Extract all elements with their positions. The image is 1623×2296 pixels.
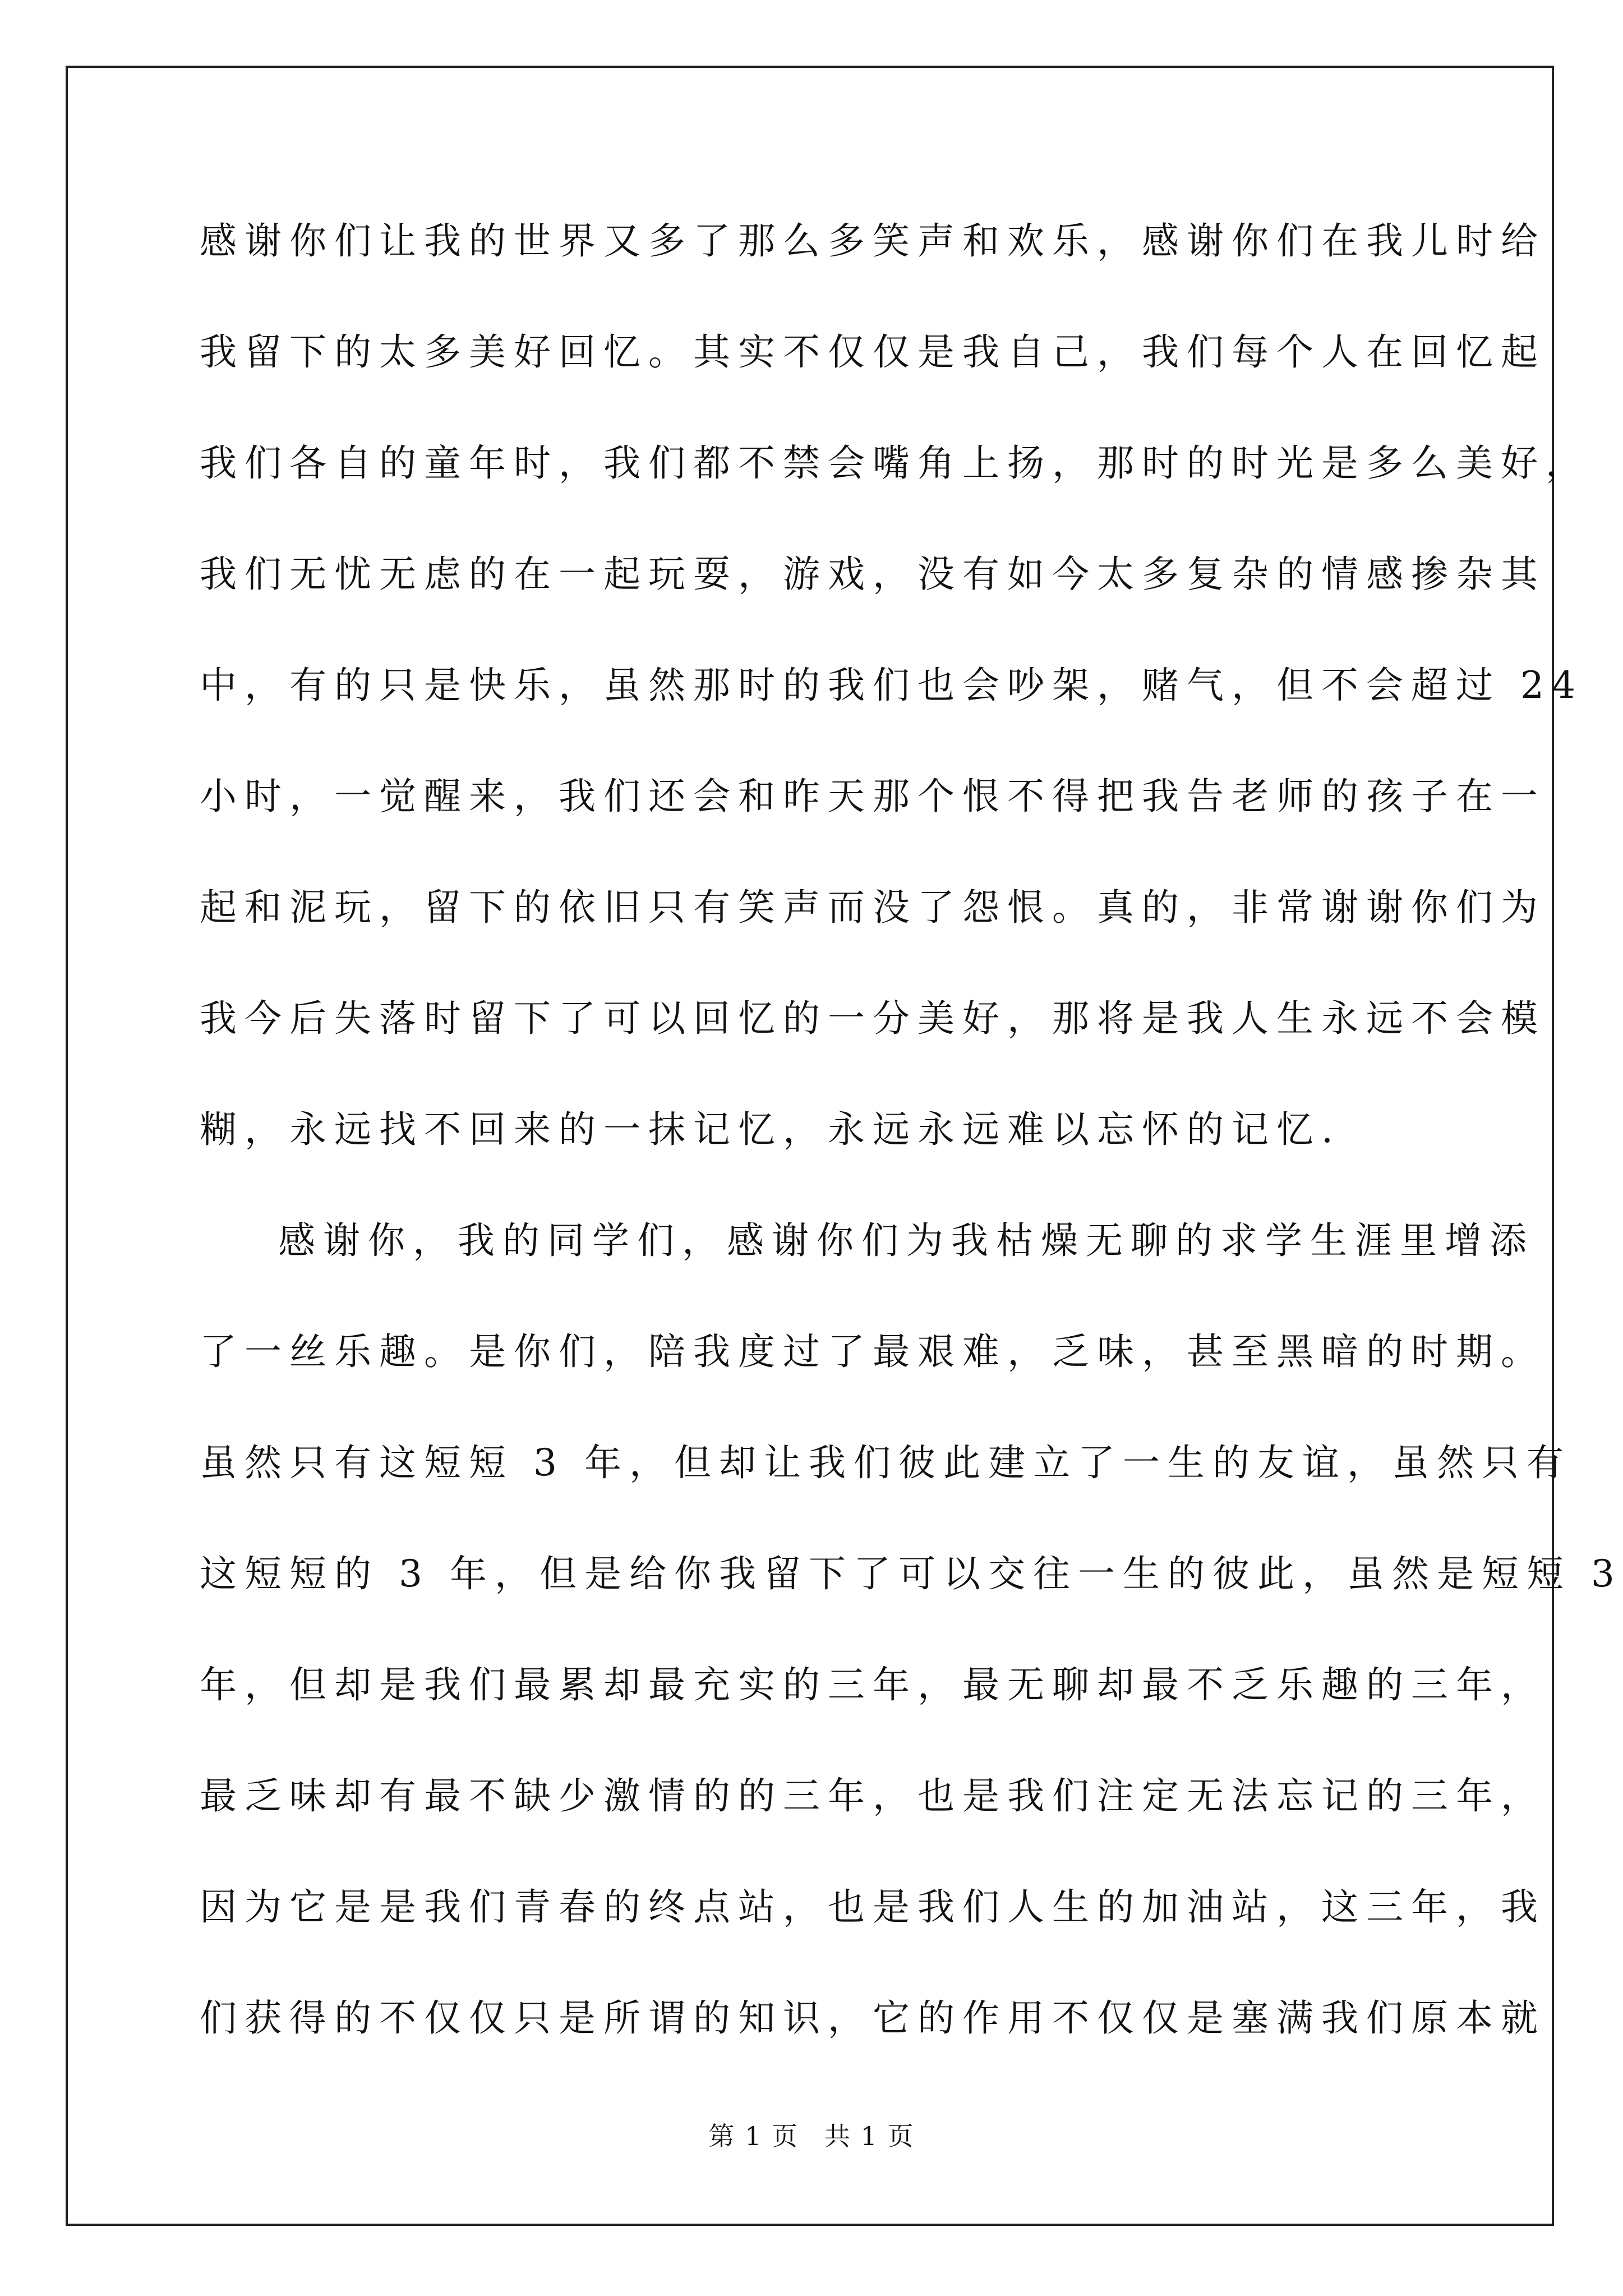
text-line: 了一丝乐趣。是你们，陪我度过了最艰难，乏味，甚至黑暗的时期。: [200, 1330, 1546, 1373]
text-line: 我今后失落时留下了可以回忆的一分美好，那将是我人生永远不会模: [200, 997, 1546, 1040]
text-line: 中，有的只是快乐，虽然那时的我们也会吵架，赌气，但不会超过 24: [200, 664, 1583, 707]
text-line: 年，但却是我们最累却最充实的三年，最无聊却最不乏乐趣的三年，: [200, 1663, 1546, 1706]
text-line: 感谢你们让我的世界又多了那么多笑声和欢乐，感谢你们在我儿时给: [200, 219, 1546, 263]
text-line: 这短短的 3 年，但是给你我留下了可以交往一生的彼此，虽然是短短 3: [200, 1552, 1622, 1595]
text-line: 们获得的不仅仅只是所谓的知识，它的作用不仅仅是塞满我们原本就: [200, 1996, 1546, 2040]
page-number-total: 共 1 页: [824, 2121, 915, 2151]
document-body: [200, 216, 1622, 2104]
paragraph-start-line: 感谢你，我的同学们，感谢你们为我枯燥无聊的求学生涯里增添: [278, 1219, 1534, 1262]
text-line: 虽然只有这短短 3 年，但却让我们彼此建立了一生的友谊，虽然只有: [200, 1441, 1571, 1484]
text-line: 最乏味却有最不缺少激情的的三年，也是我们注定无法忘记的三年，: [200, 1774, 1546, 1818]
text-line: 糊，永远找不回来的一抹记忆，永远永远难以忘怀的记忆.: [200, 1108, 1341, 1151]
page-number-current: 第 1 页: [708, 2121, 799, 2151]
text-line: 我留下的太多美好回忆。其实不仅仅是我自己，我们每个人在回忆起: [200, 330, 1546, 374]
page-footer: [0, 2116, 1623, 2153]
text-line: 小时，一觉醒来，我们还会和昨天那个恨不得把我告老师的孩子在一: [200, 775, 1546, 818]
text-line: 因为它是是我们青春的终点站，也是我们人生的加油站，这三年，我: [200, 1885, 1546, 1929]
text-line: 起和泥玩，留下的依旧只有笑声而没了怨恨。真的，非常谢谢你们为: [200, 886, 1546, 929]
text-line: 我们各自的童年时，我们都不禁会嘴角上扬，那时的时光是多么美好，: [200, 441, 1590, 485]
text-line: 我们无忧无虑的在一起玩耍，游戏，没有如今太多复杂的情感掺杂其: [200, 553, 1546, 596]
